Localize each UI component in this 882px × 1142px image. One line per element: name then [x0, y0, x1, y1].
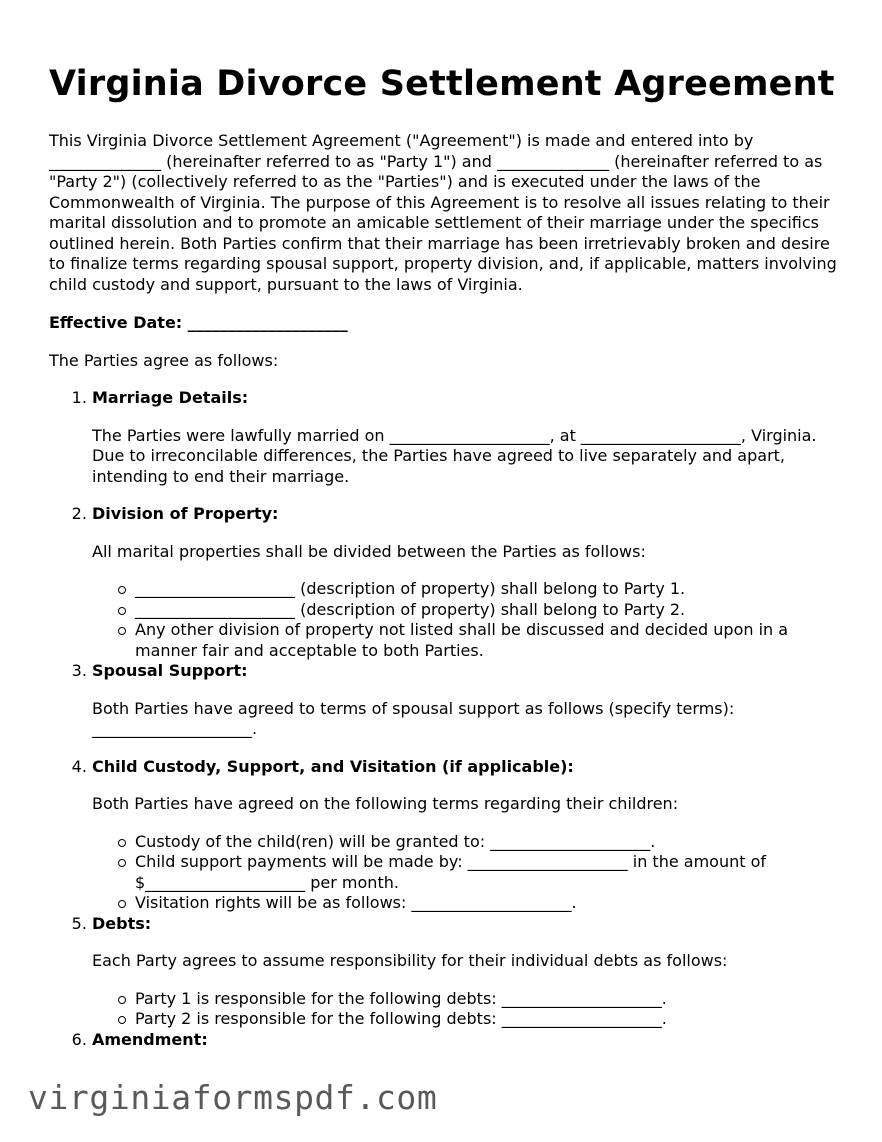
agree-statement: The Parties agree as follows:: [49, 350, 279, 370]
effective-date-line: Effective Date: ____________________: [49, 313, 348, 332]
section-division-of-property: [92, 504, 849, 661]
section-body: The Parties were lawfully married on ____________________, at ____________________, Virginia. Due to irreconcilable differences, the Parties have agreed to live separately and apart, intending to end their marriage.: [92, 425, 817, 486]
list-item: Custody of the child(ren) will be granted to: ____________________.: [135, 832, 849, 853]
document-title: Virginia Divorce Settlement Agreement: [49, 64, 835, 104]
section-title: 1. Marriage Details:: [92, 388, 249, 407]
document-page: [49, 60, 849, 1050]
section-title: 4. Child Custody, Support, and Visitation (if applicable):: [92, 756, 574, 776]
section-amendment: [92, 1030, 849, 1051]
list-item: ____________________ (description of property) shall belong to Party 1.: [135, 579, 849, 600]
list-item: Party 1 is responsible for the following debts: ____________________.: [135, 989, 849, 1010]
section-body: Both Parties have agreed to terms of spousal support as follows (specify terms): ____________________.: [92, 698, 735, 738]
section-title: 2. Division of Property:: [92, 504, 279, 523]
list-item: Child support payments will be made by: ____________________ in the amount of $____________________ per month.: [135, 852, 849, 893]
intro-paragraph: This Virginia Divorce Settlement Agreement ("Agreement") is made and entered into by ______________ (hereinafter referred to as "Party 1") and ______________ (hereinafter referred to as "Party 2") (collectively referred to as the "Parties") and is executed under the laws of the Commonwealth of Virginia. The purpose of this Agreement is to resolve all issues relating to their marital dissolution and to promote an amicable settlement of their marriage under the specifics outlined herein. Both Parties confirm that their marriage has been irretrievably broken and desire to finalize terms regarding spousal support, property division, and, if applicable, matters involving child custody and support, pursuant to the laws of Virginia.: [49, 131, 837, 294]
sub-list: [92, 989, 849, 1030]
section-spousal-support: [92, 661, 849, 740]
list-item: Visitation rights will be as follows: ____________________.: [135, 893, 849, 914]
list-item: Party 2 is responsible for the following debts: ____________________.: [135, 1009, 849, 1030]
section-child-custody: [92, 757, 849, 914]
section-title: 6. Amendment:: [92, 1029, 208, 1049]
sub-list: [92, 832, 849, 914]
section-title: 3. Spousal Support:: [92, 661, 248, 680]
section-body: Each Party agrees to assume responsibility for their individual debts as follows:: [92, 951, 728, 970]
list-item: ____________________ (description of property) shall belong to Party 2.: [135, 600, 849, 621]
list-item: Any other division of property not listed shall be discussed and decided upon in a manner fair and acceptable to both Parties.: [135, 620, 849, 661]
section-body: All marital properties shall be divided between the Parties as follows:: [92, 541, 646, 561]
section-debts: [92, 914, 849, 1030]
watermark-text: virginiaformspdf.com: [28, 1078, 438, 1117]
section-title: 5. Debts:: [92, 913, 152, 933]
sub-list: [92, 579, 849, 661]
sections-list: [49, 388, 849, 1050]
section-body: Both Parties have agreed on the following terms regarding their children:: [92, 794, 679, 813]
section-marriage-details: [92, 388, 849, 487]
